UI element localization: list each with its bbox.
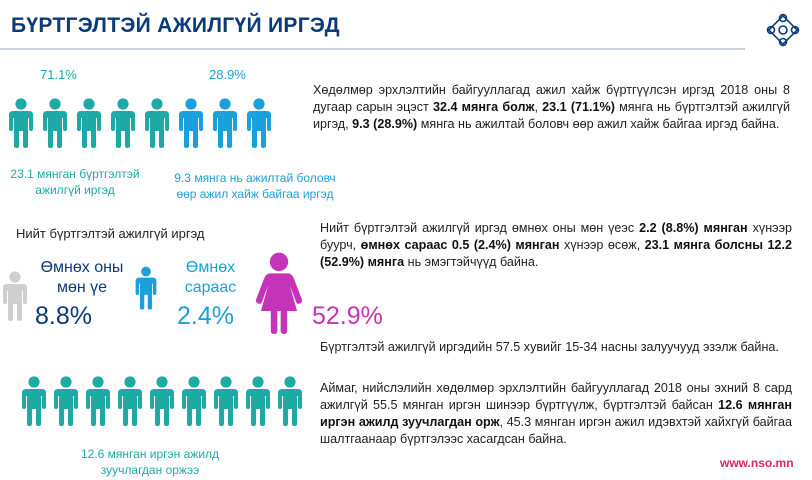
- prev-year-value: 8.8%: [35, 302, 92, 330]
- person-icon: [211, 376, 241, 426]
- prev-year-label: Өмнөх оны мөн үе: [40, 259, 124, 296]
- person-icon: [19, 376, 49, 426]
- person-icon: [40, 98, 70, 148]
- person-icon: [74, 98, 104, 148]
- placement-paragraph: Аймаг, нийслэлийн хөдөлмөр эрхлэлтийн байгууллагад 2018 оны эхний 8 сард ажилгүй 55.5 мянган иргэн шинээр бүртгүүлж, бүртгэлтэй байсан 12.6 мянган иргэн ажилд зуучлагдан орж, 45.3 мянган иргэн ажил идэвхтэй хайхгүй байгаа шалтгаанаар бүртгэлээс хасагдсан байна.: [320, 381, 793, 446]
- prev-month-value: 2.4%: [177, 302, 234, 330]
- placement-caption: 12.6 мянган иргэн ажилд зуучлагдан оржээ: [80, 447, 220, 477]
- person-icon: [243, 376, 273, 426]
- women-share-value: 52.9%: [312, 302, 383, 330]
- page-title: БҮРТГЭЛТЭЙ АЖИЛГҮЙ ИРГЭД: [11, 14, 340, 37]
- change-paragraph: Нийт бүртгэлтэй ажилгүй иргэд өмнөх оны мөн үеэс 2.2 (8.8%) мянган хүнээр буурч, өмнөх сараас 0.5 (2.4%) мянган хүнээр өсөж, 23.1 мянга болсны 12.2 (52.9%) мянга нь эмэгтэйчүүд байна.: [320, 221, 793, 269]
- person-icon: [83, 376, 113, 426]
- summary-paragraph: Хөдөлмөр эрхлэлтийн байгууллагад ажил хайж бүртгүүлсэн иргэд 2018 оны 8 дугаар сарын эцэст 32.4 мянга болж, 23.1 (71.1%) мянга нь бүртгэлтэй ажилгүй иргэд, 9.3 (28.9%) мянга нь ажилтай боловч өөр ажил хайж байгаа иргэд байна.: [313, 83, 790, 131]
- youth-paragraph: Бүртгэлтэй ажилгүй иргэдийн 57.5 хувийг 15-34 насны залуучууд эзэлж байна.: [320, 340, 779, 354]
- nso-logo-icon: [765, 12, 801, 48]
- woman-icon: [254, 252, 304, 334]
- person-icon: [210, 98, 240, 148]
- employed-seeking-percent: 28.9%: [209, 67, 246, 82]
- person-icon: [142, 98, 172, 148]
- registered-total-label: Нийт бүртгэлтэй ажилгүй иргэд: [16, 226, 205, 241]
- person-icon: [51, 376, 81, 426]
- person-icon: [115, 376, 145, 426]
- registered-unemployed-caption: 23.1 мянган бүртгэлтэй ажилгүй иргэд: [10, 167, 140, 197]
- title-divider: [0, 48, 745, 50]
- prev-month-label: Өмнөх сараас: [184, 259, 237, 296]
- registered-unemployed-percent: 71.1%: [40, 67, 77, 82]
- grey-person-icon: [0, 262, 30, 330]
- person-icon: [179, 376, 209, 426]
- person-icon: [244, 98, 274, 148]
- person-icon: [275, 376, 305, 426]
- blue-person-icon: [133, 263, 159, 313]
- employed-seeking-caption: 9.3 мянга нь ажилтай боловч өөр ажил хайж байгаа иргэд: [174, 171, 336, 201]
- person-icon: [6, 98, 36, 148]
- website-link[interactable]: www.nso.mn: [720, 456, 794, 470]
- person-icon: [108, 98, 138, 148]
- person-icon: [147, 376, 177, 426]
- person-icon: [176, 98, 206, 148]
